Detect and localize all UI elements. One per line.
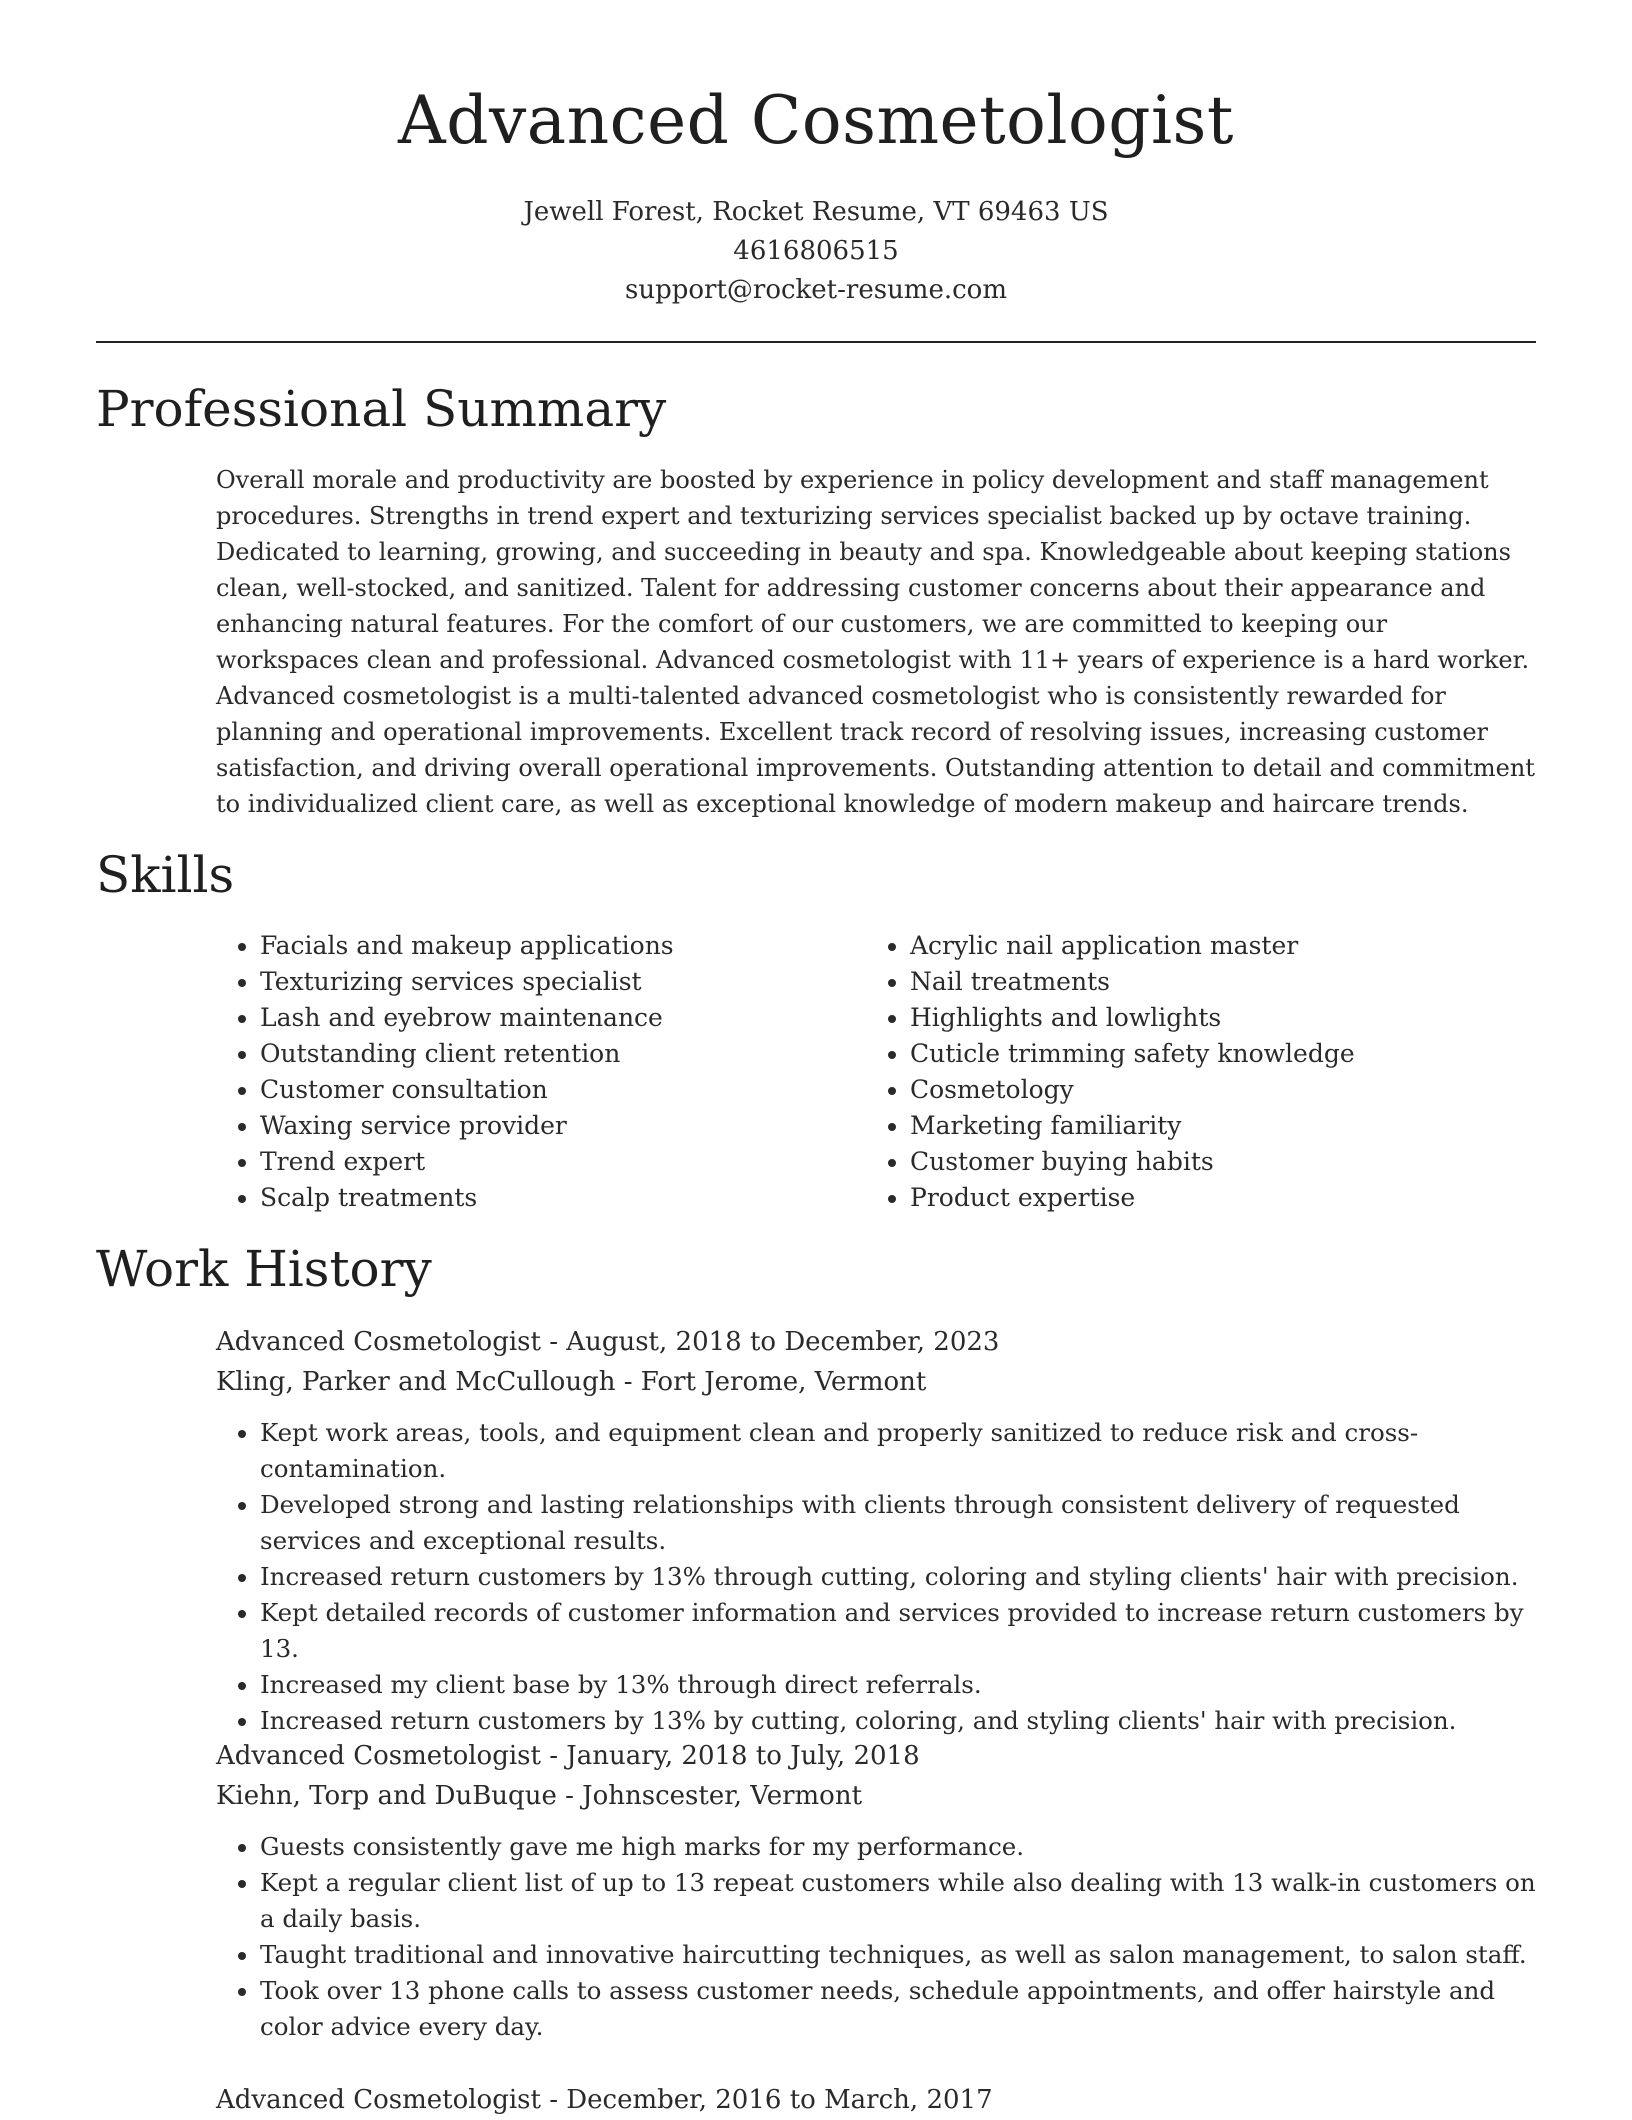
contact-email: support@rocket-resume.com [624,275,1007,305]
skill-item: • Trend expert [260,1144,866,1180]
summary-text: Overall morale and productivity are boosted by experience in policy development and staff management procedures. Strengths in trend expert and texturizing services specialist backed up by octave training. Dedicated to learning, growing, and succeeding in beauty and spa. Knowledgeable about keeping stations clean, well-stocked, and sanitized. Talent for addressing customer concerns about their appearance and enhancing natural features. For the comfort of our customers, we are committed to keeping our workspaces clean and professional. Advanced cosmetologist with 11+ years of experience is a hard worker. Advanced cosmetologist is a multi-talented advanced cosmetologist who is consistently rewarded for planning and operational improvements. Excellent track record of resolving issues, increasing customer satisfaction, and driving overall operational improvements. Outstanding attention to detail and commitment to individualized client care, as well as exceptional knowledge of modern makeup and haircare trends. [216,466,1535,818]
skill-item: • Cosmetology [910,1072,1516,1108]
skill-item: • Marketing familiarity [910,1108,1516,1144]
skills-column-left [216,928,866,1216]
job-title: Advanced Cosmetologist [216,2085,541,2115]
job-title-line [216,1322,1536,1362]
job-bullet: • Kept detailed records of customer information and services provided to increase return customers by 13. [260,1595,1536,1667]
job-entry [216,2080,1536,2120]
skill-item: • Cuticle trimming safety knowledge [910,1036,1516,1072]
job-separator: - [556,1781,583,1811]
skill-item: • Scalp treatments [260,1180,866,1216]
job-bullet: • Taught traditional and innovative haircutting techniques, as well as salon management, to salon staff. [260,1937,1536,1973]
skills-list [216,928,1536,1216]
job-company-line [216,1362,1536,1402]
skill-item: • Facials and makeup applications [260,928,866,964]
job-location: Johnscester, Vermont [582,1781,863,1811]
contact-address: Jewell Forest, Rocket Resume, VT 69463 US [523,197,1109,227]
job-company-line [216,1776,1536,1816]
section-title-skills: Skills [96,846,235,904]
job-company: Kling, Parker and McCullough [216,1367,616,1397]
skill-item: • Outstanding client retention [260,1036,866,1072]
job-separator: - [540,1327,567,1357]
skill-item: • Acrylic nail application master [910,928,1516,964]
job-separator: - [615,1367,641,1397]
skill-item: • Waxing service provider [260,1108,866,1144]
job-bullet: • Took over 13 phone calls to assess customer needs, schedule appointments, and offer hairstyle and color advice every day. [260,1973,1536,2045]
skill-item: • Nail treatments [910,964,1516,1000]
section-title-work-history: Work History [96,1240,432,1298]
contact-info [0,193,1632,310]
job-title: Advanced Cosmetologist [216,1741,541,1771]
skill-item: • Customer buying habits [910,1144,1516,1180]
job-bullets [216,1415,1536,1739]
job-dates: December, 2016 to March, 2017 [566,2085,993,2115]
header-divider [96,341,1536,343]
job-bullet: • Increased return customers by 13% through cutting, coloring and styling clients' hair with precision. [260,1559,1536,1595]
job-bullets [216,1829,1536,2045]
skills-column-right [866,928,1516,1216]
job-bullet: • Guests consistently gave me high marks for my performance. [260,1829,1536,1865]
job-separator: - [540,2085,567,2115]
job-entry [216,1736,1536,2045]
section-title-summary: Professional Summary [96,380,667,438]
contact-phone: 4616806515 [733,236,899,266]
skill-item: • Highlights and lowlights [910,1000,1516,1036]
job-separator: - [540,1741,567,1771]
skill-item: • Product expertise [910,1180,1516,1216]
job-bullet: • Increased my client base by 13% through direct referrals. [260,1667,1536,1703]
job-entry [216,1322,1536,1739]
job-dates: August, 2018 to December, 2023 [566,1327,1000,1357]
skill-item: • Lash and eyebrow maintenance [260,1000,866,1036]
job-location: Fort Jerome, Vermont [640,1367,927,1397]
job-bullet: • Developed strong and lasting relationships with clients through consistent delivery of requested services and exceptional results. [260,1487,1536,1559]
job-company: Kiehn, Torp and DuBuque [216,1781,557,1811]
job-dates: January, 2018 to July, 2018 [566,1741,920,1771]
job-bullet: • Increased return customers by 13% by cutting, coloring, and styling clients' hair with precision. [260,1703,1536,1739]
skill-item: • Texturizing services specialist [260,964,866,1000]
job-title-line [216,1736,1536,1776]
job-bullet: • Kept work areas, tools, and equipment clean and properly sanitized to reduce risk and cross-contamination. [260,1415,1536,1487]
job-title-line [216,2080,1536,2120]
job-title: Advanced Cosmetologist [216,1327,541,1357]
job-bullet: • Kept a regular client list of up to 13 repeat customers while also dealing with 13 walk-in customers on a daily basis. [260,1865,1536,1937]
skill-item: • Customer consultation [260,1072,866,1108]
resume-name: Advanced Cosmetologist [398,82,1234,159]
